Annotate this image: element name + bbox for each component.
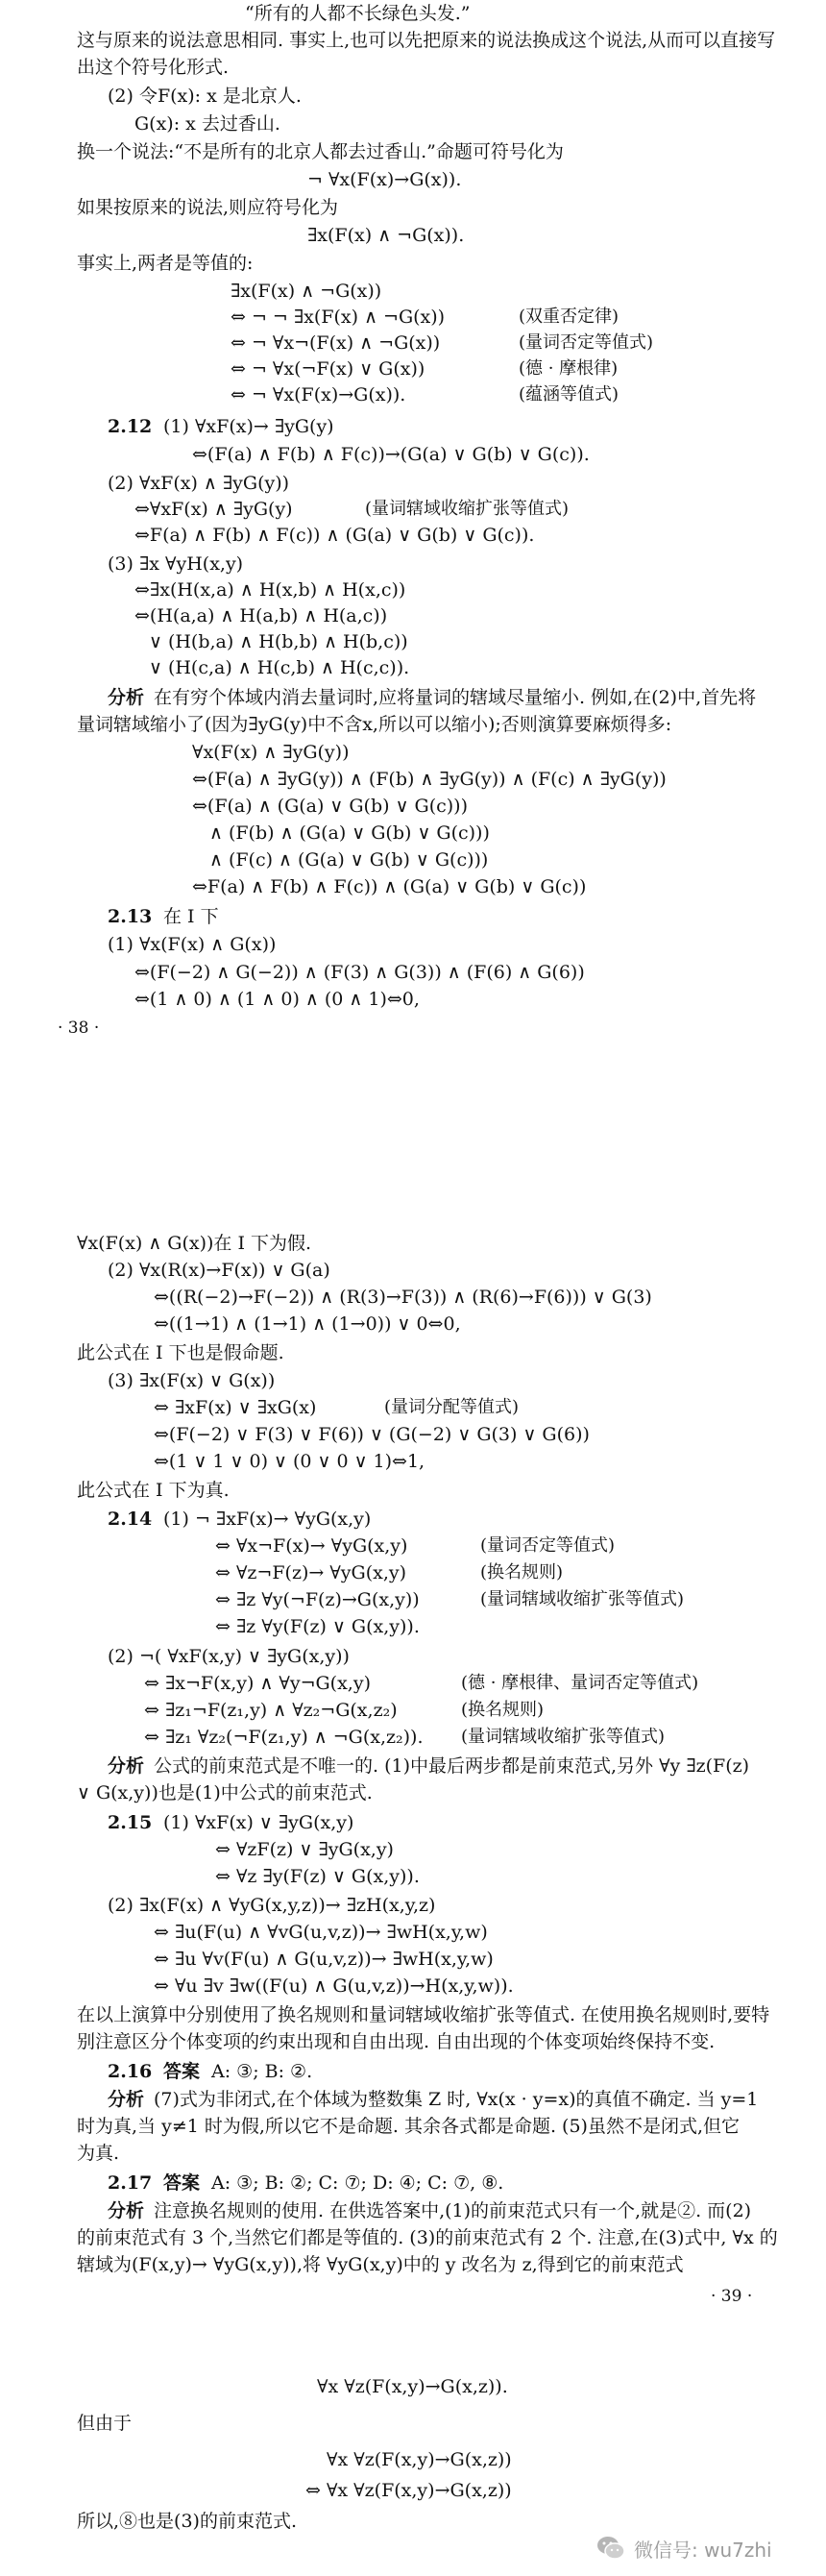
text-line: “所有的人都不长绿色头发.” bbox=[245, 3, 471, 24]
formula: ∃x(F(x) ∧ ¬G(x)). bbox=[307, 225, 465, 246]
text-line: 事实上,两者是等值的: bbox=[77, 253, 254, 274]
formula: (3) ∃x(F(x) ∨ G(x)) bbox=[108, 1370, 276, 1391]
problem-number: 2.17 bbox=[108, 2172, 153, 2194]
formula: ⇔((1→1) ∧ (1→1) ∧ (1→0)) ∨ 0⇔0, bbox=[154, 1313, 461, 1335]
formula: ⇔ ∀z¬F(z)→ ∀yG(x,y) bbox=[215, 1562, 407, 1583]
formula: ⇔ ∃z ∀y(F(z) ∨ G(x,y)). bbox=[215, 1616, 420, 1637]
law-tag: (量词否定等值式) bbox=[480, 1535, 616, 1556]
formula: (2) ∀xF(x) ∧ ∃yG(y)) bbox=[108, 473, 290, 494]
formula: ⇔ ∀zF(z) ∨ ∃yG(x,y) bbox=[215, 1839, 394, 1860]
formula: ⇔ ∃xF(x) ∨ ∃xG(x) bbox=[154, 1397, 317, 1418]
text-line: 此公式在 I 下为真. bbox=[77, 1480, 230, 1501]
formula: ∨ (H(b,a) ∧ H(b,b) ∧ H(b,c)) bbox=[149, 631, 408, 652]
watermark bbox=[595, 2532, 772, 2564]
law-tag: (量词否定等值式) bbox=[519, 332, 654, 353]
analysis-label: 分析 bbox=[108, 1755, 145, 1777]
formula: ⇔(F(a) ∧ ∃yG(y)) ∧ (F(b) ∧ ∃yG(y)) ∧ (F(c) ∧ ∃yG(y)) bbox=[192, 769, 667, 790]
formula: ⇔F(a) ∧ F(b) ∧ F(c)) ∧ (G(a) ∨ G(b) ∨ G(c)). bbox=[134, 525, 535, 546]
formula: ⇔ ¬ ∀x¬(F(x) ∧ ¬G(x)) bbox=[231, 332, 441, 354]
page-number: · 38 · bbox=[58, 1018, 100, 1038]
text-line: (2) 令F(x): x 是北京人. bbox=[108, 86, 302, 107]
law-tag: (换名规则) bbox=[480, 1562, 564, 1582]
formula: (1) ∀xF(x) ∨ ∃yG(x,y) bbox=[163, 1812, 354, 1833]
text-line: (7)式为非闭式,在个体域为整数集 Z 时, ∀x(x · y=x)的真值不确定. 当 y=1 bbox=[154, 2089, 759, 2110]
analysis-label: 分析 bbox=[108, 687, 145, 708]
formula: ∀x(F(x) ∧ ∃yG(y)) bbox=[192, 742, 350, 763]
text-line: 别注意区分个体变项的约束出现和自由出现. 自由出现的个体变项始终保持不变. bbox=[77, 2031, 716, 2052]
text-line: 为真. bbox=[77, 2143, 120, 2164]
watermark-text: 微信号: wu7zhi bbox=[634, 2538, 772, 2562]
problem-number: 2.16 bbox=[108, 2061, 153, 2082]
formula: ⇔ ∃z₁¬F(z₁,y) ∧ ∀z₂¬G(x,z₂) bbox=[144, 1700, 398, 1721]
text-line: 时为真,当 y≠1 时为假,所以它不是命题. 其余各式都是命题. (5)虽然不是闭式,但它 bbox=[77, 2116, 741, 2137]
formula: ⇔ ∃u ∀v(F(u) ∧ G(u,v,z))→ ∃wH(x,y,w) bbox=[154, 1949, 494, 1970]
formula: (1) ¬ ∃xF(x)→ ∀yG(x,y) bbox=[163, 1509, 372, 1530]
text-line: 但由于 bbox=[77, 2413, 133, 2434]
formula: ⇔F(a) ∧ F(b) ∧ F(c)) ∧ (G(a) ∨ G(b) ∨ G(c)) bbox=[192, 876, 587, 897]
formula: ∀x ∀z(F(x,y)→G(x,z)). bbox=[317, 2376, 508, 2397]
page-number: · 39 · bbox=[711, 2287, 753, 2306]
formula: ⇔ ∃z₁ ∀z₂(¬F(z₁,y) ∧ ¬G(x,z₂)). bbox=[144, 1727, 424, 1748]
formula: (2) ∃x(F(x) ∧ ∀yG(x,y,z))→ ∃zH(x,y,z) bbox=[108, 1895, 436, 1916]
formula: ⇔((R(−2)→F(−2)) ∧ (R(3)→F(3)) ∧ (R(6)→F(6))) ∨ G(3) bbox=[154, 1287, 652, 1308]
text-line: 的前束范式有 3 个,当然它们都是等值的. (3)的前束范式有 2 个. 注意,在(3)式中, ∀x 的 bbox=[77, 2227, 778, 2248]
formula: ⇔(F(a) ∧ F(b) ∧ F(c))→(G(a) ∨ G(b) ∨ G(c)). bbox=[192, 444, 590, 465]
law-tag: (量词辖域收缩扩张等值式) bbox=[480, 1589, 685, 1609]
formula: ⇔ ¬ ∀x(¬F(x) ∨ G(x)) bbox=[231, 358, 425, 380]
formula: ⇔ ∃x¬F(x,y) ∧ ∀y¬G(x,y) bbox=[144, 1673, 371, 1694]
law-tag: (蕴涵等值式) bbox=[519, 384, 620, 405]
formula: (1) ∀x(F(x) ∧ G(x)) bbox=[108, 934, 277, 955]
formula: ⇔ ∀z ∃y(F(z) ∨ G(x,y)). bbox=[215, 1866, 420, 1887]
formula: ∨ (H(c,a) ∧ H(c,b) ∧ H(c,c)). bbox=[149, 657, 410, 678]
answer-text: A: ③; B: ②; C: ⑦; D: ④; C: ⑦, ⑧. bbox=[211, 2172, 504, 2194]
text-line: G(x): x 去过香山. bbox=[134, 113, 280, 135]
formula: ¬ ∀x(F(x)→G(x)). bbox=[307, 169, 462, 190]
formula: (2) ¬( ∀xF(x,y) ∨ ∃yG(x,y)) bbox=[108, 1646, 350, 1667]
text-line: ∨ G(x,y))也是(1)中公式的前束范式. bbox=[77, 1782, 373, 1803]
law-tag: (换名规则) bbox=[461, 1700, 545, 1720]
law-tag: (量词辖域收缩扩张等值式) bbox=[365, 499, 570, 519]
formula: ∧ (F(b) ∧ (G(a) ∨ G(b) ∨ G(c))) bbox=[209, 822, 490, 844]
text-line: 公式的前束范式是不唯一的. (1)中最后两步都是前束范式,另外 ∀y ∃z(F(z) bbox=[154, 1755, 750, 1777]
text-line: 这与原来的说法意思相同. 事实上,也可以先把原来的说法换成这个说法,从而可以直接写 bbox=[77, 30, 776, 51]
formula: ∀x ∀z(F(x,y)→G(x,z)) bbox=[327, 2449, 512, 2470]
text-line: 在以上演算中分别使用了换名规则和量词辖域收缩扩张等值式. 在使用换名规则时,要特 bbox=[77, 2004, 770, 2025]
formula: ⇔ ∀x¬F(x)→ ∀yG(x,y) bbox=[215, 1535, 408, 1557]
problem-number: 2.15 bbox=[108, 1812, 153, 1833]
formula: ⇔ ¬ ∀x(F(x)→G(x)). bbox=[231, 384, 406, 405]
formula: ⇔ ∃u(F(u) ∧ ∀vG(u,v,z))→ ∃wH(x,y,w) bbox=[154, 1922, 488, 1943]
problem-number: 2.14 bbox=[108, 1509, 153, 1530]
formula: ⇔∀xF(x) ∧ ∃yG(y) bbox=[134, 499, 293, 520]
analysis-label: 分析 bbox=[108, 2089, 145, 2110]
formula: (1) ∀xF(x)→ ∃yG(y) bbox=[163, 416, 334, 437]
text-line: 注意换名规则的使用. 在供选答案中,(1)的前束范式只有一个,就是②. 而(2) bbox=[154, 2200, 752, 2221]
formula: (2) ∀x(R(x)→F(x)) ∨ G(a) bbox=[108, 1260, 330, 1281]
formula: ∃x(F(x) ∧ ¬G(x)) bbox=[231, 281, 382, 302]
text-line: 换一个说法:“不是所有的北京人都去过香山.”命题可符号化为 bbox=[77, 141, 564, 162]
text-line: 在有穷个体域内消去量词时,应将量词的辖域尽量缩小. 例如,在(2)中,首先将 bbox=[154, 687, 757, 708]
law-tag: (德 · 摩根律) bbox=[519, 358, 619, 379]
formula: ⇔(1 ∧ 0) ∧ (1 ∧ 0) ∧ (0 ∧ 1)⇔0, bbox=[134, 989, 420, 1010]
formula: ⇔(H(a,a) ∧ H(a,b) ∧ H(a,c)) bbox=[134, 605, 388, 626]
answer-label: 答案 bbox=[163, 2061, 201, 2082]
problem-number: 2.12 bbox=[108, 416, 153, 437]
problem-number: 2.13 bbox=[108, 906, 153, 927]
wechat-icon bbox=[595, 2533, 626, 2564]
formula: ⇔ ¬ ¬ ∃x(F(x) ∧ ¬G(x)) bbox=[231, 307, 446, 328]
answer-text: A: ③; B: ②. bbox=[211, 2061, 313, 2082]
formula: ⇔ ∃z ∀y(¬F(z)→G(x,y)) bbox=[215, 1589, 420, 1610]
law-tag: (德 · 摩根律、量词否定等值式) bbox=[461, 1673, 699, 1693]
formula: ⇔∃x(H(x,a) ∧ H(x,b) ∧ H(x,c)) bbox=[134, 579, 406, 601]
formula: (3) ∃x ∀yH(x,y) bbox=[108, 553, 244, 575]
text-line: 辖域为(F(x,y)→ ∀yG(x,y)),将 ∀yG(x,y)中的 y 改名为 z,得到它的前束范式 bbox=[77, 2254, 684, 2275]
answer-label: 答案 bbox=[163, 2172, 201, 2194]
formula: ∧ (F(c) ∧ (G(a) ∨ G(b) ∨ G(c))) bbox=[209, 849, 489, 871]
text-line: 出这个符号化形式. bbox=[77, 57, 230, 78]
formula: ⇔ ∀u ∃v ∃w((F(u) ∧ G(u,v,z))→H(x,y,w)). bbox=[154, 1975, 514, 1997]
law-tag: (双重否定律) bbox=[519, 307, 620, 327]
text-line: 此公式在 I 下也是假命题. bbox=[77, 1342, 284, 1363]
law-tag: (量词分配等值式) bbox=[384, 1397, 520, 1417]
text-line: 如果按原来的说法,则应符号化为 bbox=[77, 197, 339, 218]
formula: ⇔(F(a) ∧ (G(a) ∨ G(b) ∨ G(c))) bbox=[192, 796, 469, 817]
text-line: 在 I 下 bbox=[163, 906, 219, 927]
text-line: 量词辖域缩小了(因为∃yG(y)中不含x,所以可以缩小);否则演算要麻烦得多: bbox=[77, 714, 672, 735]
formula: ⇔(1 ∨ 1 ∨ 0) ∨ (0 ∨ 0 ∨ 1)⇔1, bbox=[154, 1451, 425, 1472]
text-line: ∀x(F(x) ∧ G(x))在 I 下为假. bbox=[77, 1233, 312, 1254]
formula: ⇔(F(−2) ∧ G(−2)) ∧ (F(3) ∧ G(3)) ∧ (F(6) ∧ G(6)) bbox=[134, 962, 585, 983]
text-line: 所以,⑧也是(3)的前束范式. bbox=[77, 2511, 297, 2532]
law-tag: (量词辖域收缩扩张等值式) bbox=[461, 1727, 666, 1747]
formula: ⇔(F(−2) ∨ F(3) ∨ F(6)) ∨ (G(−2) ∨ G(3) ∨ G(6)) bbox=[154, 1424, 590, 1445]
analysis-label: 分析 bbox=[108, 2200, 145, 2221]
formula: ⇔ ∀x ∀z(F(x,y)→G(x,z)) bbox=[305, 2480, 512, 2501]
